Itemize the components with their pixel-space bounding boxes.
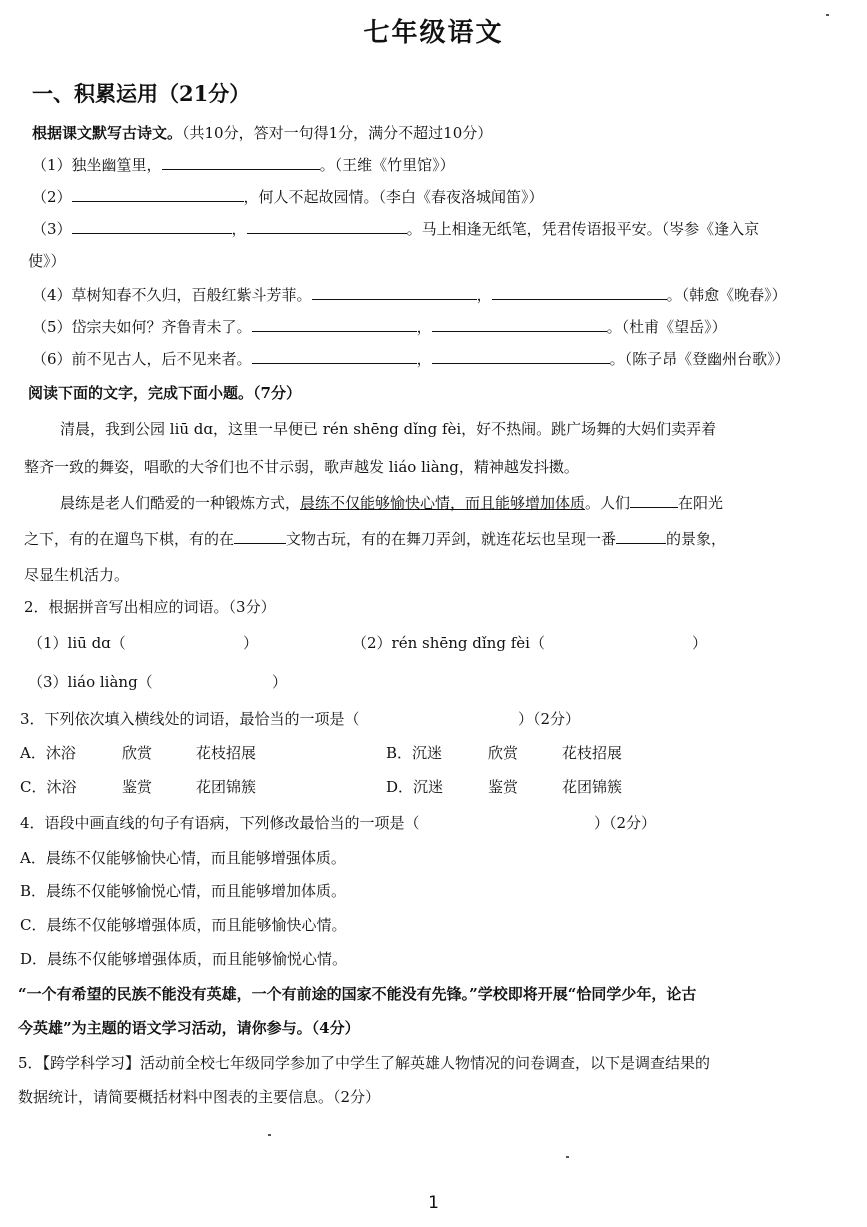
option-word: 欣赏 xyxy=(488,744,519,762)
scan-speck xyxy=(826,14,829,16)
page-number: 1 xyxy=(428,1193,439,1213)
item-source: 。（韩愈《晚春》） xyxy=(666,286,787,304)
passage-text: 文物古玩，有的在舞刀弄剑，就连花坛也呈现一番 xyxy=(286,530,617,548)
q2-part-1-close: ） xyxy=(243,634,259,652)
q4-stem-close: ）（2分） xyxy=(594,814,657,832)
item-number: （6） xyxy=(32,350,72,368)
answer-blank[interactable] xyxy=(252,317,417,332)
q5-line-2: 数据统计，请简要概括材料中图表的主要信息。（2分） xyxy=(18,1088,381,1106)
q3-stem-close: ）（2分） xyxy=(518,710,581,728)
item-prefix: 独坐幽篁里， xyxy=(71,156,162,174)
q1-item-4 xyxy=(32,284,787,305)
item-source: 。（王维《竹里馆》） xyxy=(319,156,455,174)
answer-blank[interactable] xyxy=(312,285,477,300)
comma: ， xyxy=(416,350,432,368)
answer-blank[interactable] xyxy=(252,349,417,364)
item-source: ，何人不起故园情。（李白《春夜洛城闻笛》） xyxy=(243,188,544,206)
item-number: （1） xyxy=(32,156,72,174)
item-prefix: 草树知春不久归，百般红紫斗芳菲。 xyxy=(71,286,312,304)
passage-line-2: 整齐一致的舞姿，唱歌的大爷们也不甘示弱，歌声越发 liáo liàng，精神越发抖擞。 xyxy=(24,458,579,476)
q1-item-6 xyxy=(32,348,790,369)
page-title: 七年级语文 xyxy=(363,18,504,48)
option-word: D．沉迷 xyxy=(386,778,444,796)
q5-line-1: 5．【跨学科学习】活动前全校七年级同学参加了中学生了解英雄人物情况的问卷调查，以下是调查结果的 xyxy=(18,1054,711,1072)
q4-option-b[interactable]: B．晨练不仅能够愉悦心情，而且能够增加体质。 xyxy=(20,882,347,900)
q1-item-1 xyxy=(32,154,455,175)
answer-blank[interactable] xyxy=(72,219,232,234)
comma: ， xyxy=(231,220,247,238)
q1-item-3 xyxy=(32,218,759,239)
option-word: C．沐浴 xyxy=(20,778,77,796)
answer-blank[interactable] xyxy=(162,155,320,170)
item-source: 。马上相逢无纸笔，凭君传语报平安。（岑参《逢入京 xyxy=(406,220,760,238)
item-number: （4） xyxy=(32,286,72,304)
item-number: （3） xyxy=(32,220,72,238)
activity-intro-line-1: “一个有希望的民族不能没有英雄，一个有前途的国家不能没有先锋。”学校即将开展“恰同学少年，论古 xyxy=(18,985,697,1003)
passage-line-3 xyxy=(60,492,723,513)
passage-text: 的景象， xyxy=(666,530,727,548)
q1-item-5 xyxy=(32,316,727,337)
passage-line-4 xyxy=(24,528,726,549)
q4-option-a[interactable]: A．晨练不仅能够愉快心情，而且能够增强体质。 xyxy=(20,849,346,867)
scan-speck xyxy=(566,1156,569,1158)
option-word: 欣赏 xyxy=(122,744,153,762)
item-source: 。（陈子昂《登幽州台歌》） xyxy=(609,350,790,368)
item-prefix: 岱宗夫如何？齐鲁青未了。 xyxy=(71,318,252,336)
q2-part-2-close: ） xyxy=(692,634,708,652)
passage-text: 之下，有的在遛鸟下棋，有的在 xyxy=(24,530,235,548)
reading-heading: 阅读下面的文字，完成下面小题。（7分） xyxy=(28,384,301,402)
q2-part-3: （3）liáo liàng（ xyxy=(28,673,153,691)
q4-option-d[interactable]: D．晨练不仅能够增强体质，而且能够愉悦心情。 xyxy=(20,950,348,968)
passage-text: 在阳光 xyxy=(678,494,724,512)
activity-intro-line-2: 今英雄”为主题的语文学习活动，请你参与。（4分） xyxy=(18,1019,360,1037)
option-word: 鉴赏 xyxy=(488,778,519,796)
fill-blank[interactable] xyxy=(616,529,666,544)
q4-stem: 4．语段中画直线的句子有语病，下列修改最恰当的一项是（ xyxy=(20,814,420,832)
passage-text: 晨练是老人们酷爱的一种锻炼方式， xyxy=(60,494,301,512)
q2-part-3-close: ） xyxy=(272,673,288,691)
q2-part-1: （1）liū dɑ（ xyxy=(28,634,126,652)
answer-blank[interactable] xyxy=(72,187,244,202)
answer-blank[interactable] xyxy=(432,317,607,332)
q2-part-2: （2）rén shēng dǐng fèi（ xyxy=(352,634,545,652)
q1-item-3-wrap: 使》） xyxy=(28,252,66,270)
q1-item-2 xyxy=(32,186,544,207)
option-word: 花枝招展 xyxy=(196,744,257,762)
passage-line-5: 尽显生机活力。 xyxy=(24,566,130,584)
item-number: （5） xyxy=(32,318,72,336)
q4-option-c[interactable]: C．晨练不仅能够增强体质，而且能够愉快心情。 xyxy=(20,916,347,934)
option-word: 花团锦簇 xyxy=(196,778,257,796)
answer-blank[interactable] xyxy=(432,349,610,364)
scan-speck xyxy=(268,1134,271,1136)
option-word: 花团锦簇 xyxy=(562,778,623,796)
q1-heading-text: 根据课文默写古诗文。 xyxy=(32,124,183,142)
fill-blank[interactable] xyxy=(630,493,678,508)
comma: ， xyxy=(476,286,492,304)
fill-blank[interactable] xyxy=(234,529,286,544)
passage-line-1: 清晨，我到公园 liū dɑ，这里一早便已 rén shēng dǐng fèi，好不热闹。跳广场舞的大妈们卖弄着 xyxy=(60,420,717,438)
q1-note: （共10分，答对一句得1分，满分不超过10分） xyxy=(182,124,493,142)
underlined-sentence: 晨练不仅能够愉快心情，而且能够增加体质 xyxy=(300,494,586,512)
option-word: 鉴赏 xyxy=(122,778,153,796)
option-word: 花枝招展 xyxy=(562,744,623,762)
passage-text: 。人们 xyxy=(585,494,631,512)
q3-stem: 3．下列依次填入横线处的词语，最恰当的一项是（ xyxy=(20,710,360,728)
item-source: 。（杜甫《望岳》） xyxy=(606,318,727,336)
section-heading: 一、积累运用（21分） xyxy=(32,81,251,106)
option-word: A．沐浴 xyxy=(20,744,76,762)
q2-stem: 2．根据拼音写出相应的词语。（3分） xyxy=(24,598,276,616)
answer-blank[interactable] xyxy=(492,285,667,300)
option-word: B．沉迷 xyxy=(386,744,443,762)
item-prefix: 前不见古人，后不见来者。 xyxy=(71,350,252,368)
answer-blank[interactable] xyxy=(247,219,407,234)
q1-heading xyxy=(32,122,492,143)
item-number: （2） xyxy=(32,188,72,206)
comma: ， xyxy=(416,318,432,336)
